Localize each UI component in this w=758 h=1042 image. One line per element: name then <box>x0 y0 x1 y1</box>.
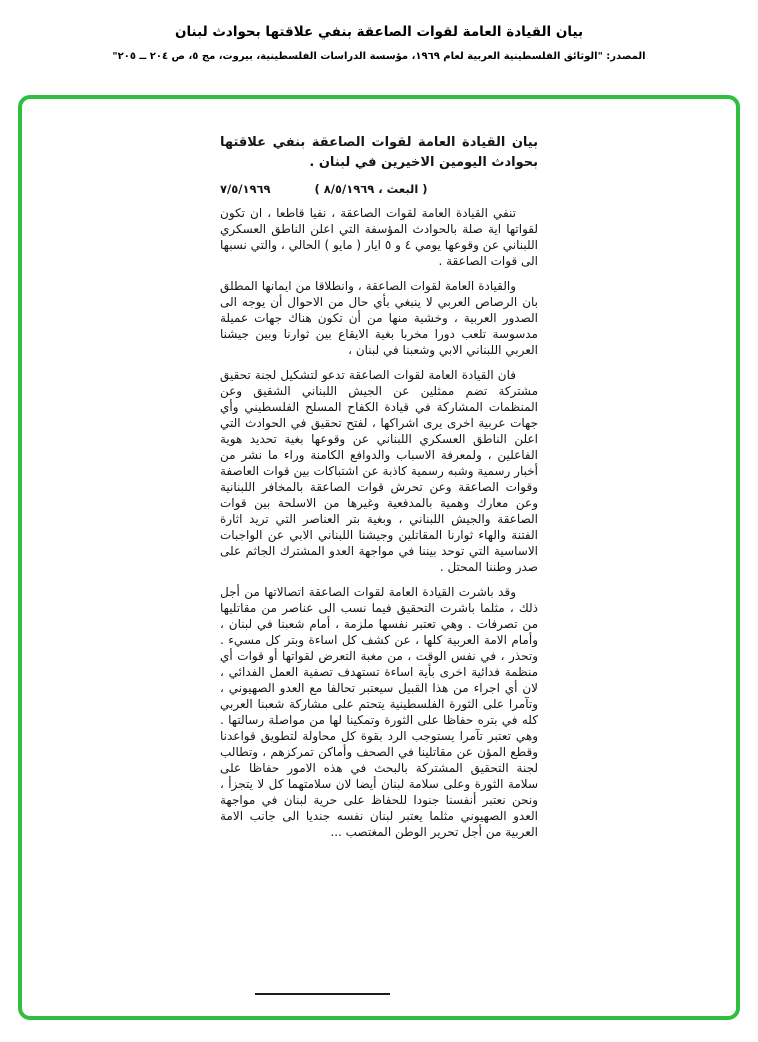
document-date: ٧/٥/١٩٦٩ <box>220 182 271 197</box>
document-date-row <box>220 182 538 196</box>
document-title: بيان القيادة العامة لقوات الصاعقة بنفي علاقتها بحوادث اليومين الاخيرين في لبنان . <box>220 135 538 171</box>
page-header-source: المصدر: "الوثائق الفلسطينية العربية لعام ١٩٦٩، مؤسسة الدراسات الفلسطينية، بيروت، مج ٥، ص ٢٠٤ ــ ٢٠٥" <box>112 51 646 62</box>
document-paragraph: تنفي القيادة العامة لقوات الصاعقة ، نفيا قاطعا ، ان تكون لقواتها اية صلة بالحوادث المؤسفة التي اعلن الناطق العسكري اللبناني عن وقوعها يومي ٤ و ٥ ايار ( مايو ) الحالي ، والتي نسبها الى قوات الصاعقة . <box>220 206 538 269</box>
document-body <box>220 133 538 840</box>
document-paragraph: فان القيادة العامة لقوات الصاعقة تدعو لتشكيل لجنة تحقيق مشتركة تضم ممثلين عن الجيش اللبناني الشقيق وعن المنظمات المشاركة في قيادة الكفاح المسلح الفلسطيني وأي جهات عربية اخرى يرى اشراكها ، لفتح تحقيق في الحوادث التي اعلن الناطق العسكري اللبناني عن وقوعها بغية تحديد هوية الفاعلين ، ولمعرفة الاسباب والدوافع الكامنة وراء ما نشر من أخبار رسمية وشبه رسمية كاذبة عن اشتباكات بين قوات العاصفة وقوات الصاعقة وعن تحرش قوات الصاعقة بالمخافر اللبنانية وعن معارك وهمية بالمدفعية وغيرها من الاسلحة بين قوات الصاعقة والجيش اللبناني ، وبغية بتر العناصر التي تريد اثارة الفتنة والهاء ثوارنا المقاتلين وجيشنا اللبناني الابي عن الواجبات الاساسية التي توحد بيننا في مواجهة العدو المشترك الجاثم على صدر وطننا المحتل . <box>220 368 538 575</box>
document-paragraph: وقد باشرت القيادة العامة لقوات الصاعقة اتصالاتها من أجل ذلك ، مثلما باشرت التحقيق فيما نسب الى عناصر من مقاتليها من تصرفات . وهي تعتبر نفسها ملزمة ، أمام شعبنا في لبنان ، وأمام الامة العربية كلها ، عن كشف كل اساءة وبتر كل مسيء . وتحذر ، في نفس الوقت ، من مغبة التعرض لقواتها أو قوات أي منظمة فدائية اخرى بأية اساءة تستهدف تصفية العمل الفدائي ، لان أي اجراء من هذا القبيل سيعتبر تحالفا مع العدو الصهيوني ، وتآمرا على الثورة الفلسطينية يتحتم على مشاركة شعبنا العربي كله في بتره حفاظا على الثورة وتمكينا لها من مواصلة رسالتها . وهي تعتبر تآمرا يستوجب الرد بقوة كل محاولة لتطويق قواعدنا وقطع المؤن عن مقاتلينا في الصحف وأماكن تمركزهم ، وتطالب لجنة التحقيق المشتركة بالبحث في هذه الامور حفاظا على سلامة الثورة وعلى سلامة لبنان أيضا لان سلامتهما كل لا يتجزأ ، ونحن نعتبر أنفسنا جنودا للحفاظ على حرية لبنان في مواجهة العدو الصهيوني مثلما يعتبر لبنان نفسه جنديا الى جانب الامة العربية من أجل تحرير الوطن المغتصب ... <box>220 585 538 840</box>
page-header-title: بيان القيادة العامة لقوات الصاعقة بنفي علاقتها بحوادث لبنان <box>174 24 584 40</box>
document-paragraph: والقيادة العامة لقوات الصاعقة ، وانطلاقا من ايمانها المطلق بان الرصاص العربي لا ينبغي بأي حال من الاحوال أن يوجه الى الصدور العربية ، وخشية منها من أن تكون هناك جهات عميلة مدسوسة تلعب دورا مخربا بغية الايقاع بين ثوارنا وبين جيشنا العربي اللبناني الابي وشعبنا في لبنان ، <box>220 279 538 358</box>
document-source-citation: ( البعث ، ٨/٥/١٩٦٩ ) <box>314 182 428 197</box>
document-frame <box>18 95 740 1020</box>
page-header <box>0 0 758 62</box>
footer-rule <box>255 993 390 995</box>
